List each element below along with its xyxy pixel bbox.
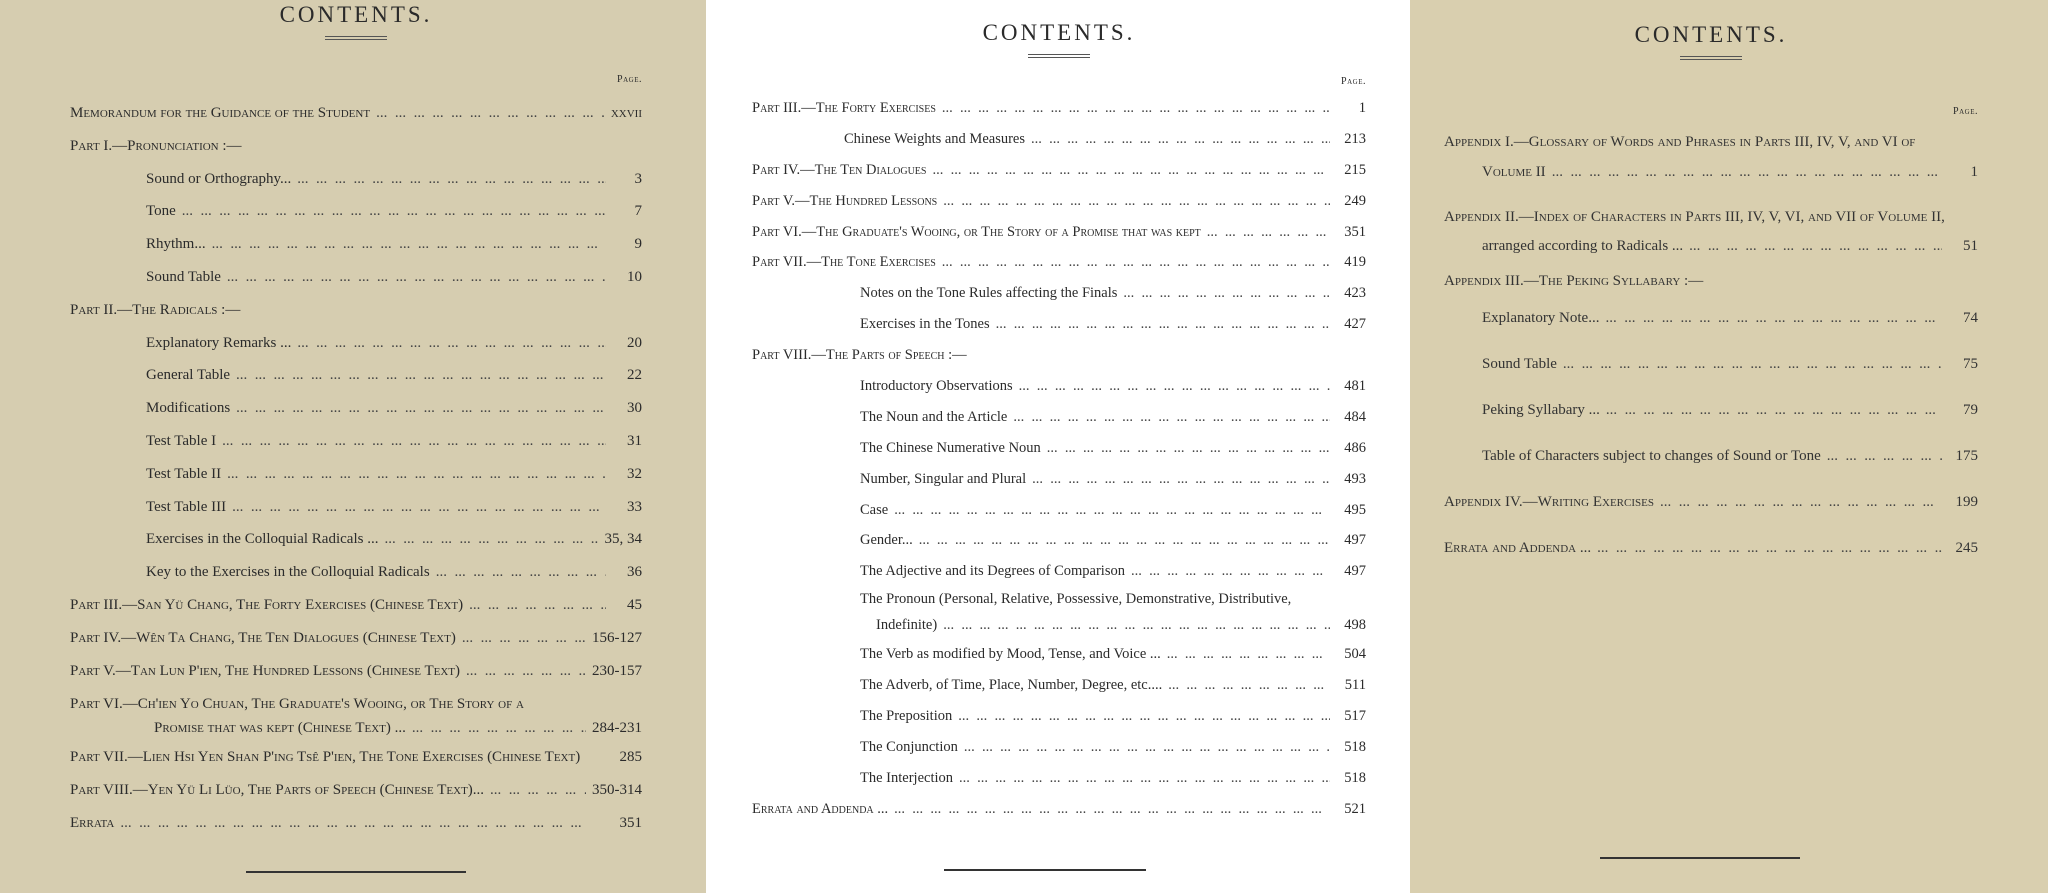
title-rule <box>1028 54 1090 58</box>
toc-entry: Appendix II.—Index of Characters in Parts III, IV, V, VI, and VII of Volume II, <box>1444 209 1945 225</box>
toc-section: Appendix III.—The Peking Syllabary :— <box>1444 273 1704 289</box>
title-rule <box>325 36 387 40</box>
toc-entry: Notes on the Tone Rules affecting the Finals ... 423 <box>752 278 1366 309</box>
toc-entry-continuation: Volume II ... 1 <box>1444 157 1978 187</box>
page-title: CONTENTS. <box>982 20 1136 45</box>
toc-list <box>1444 127 1978 571</box>
toc-entry: Exercises in the Tones ... 427 <box>752 309 1366 340</box>
bottom-rule <box>944 869 1146 871</box>
toc-entry: Part V.—Tan Lun P'ien, The Hundred Lessons (Chinese Text) ... 230-157 <box>70 655 642 688</box>
toc-entry: Explanatory Note... ... 74 <box>1444 295 1978 341</box>
toc-entry: Chinese Weights and Measures ... 213 <box>752 124 1366 155</box>
toc-entry: Gender... ... 497 <box>752 525 1366 556</box>
toc-entry: Tone ... 7 <box>70 195 642 228</box>
page-title: CONTENTS. <box>279 2 433 27</box>
toc-entry: Part VII.—Lien Hsi Yen Shan P'ing Tsê P'ien, The Tone Exercises (Chinese Text) 285 <box>70 749 642 766</box>
toc-section: Part VIII.—The Parts of Speech :— <box>752 347 967 364</box>
toc-entry: Part IV.—The Ten Dialogues ... 215 <box>752 155 1366 186</box>
toc-entry: Case ... 495 <box>752 495 1366 526</box>
toc-entry: Explanatory Remarks ... ... 20 <box>70 327 642 360</box>
toc-entry: The Chinese Numerative Noun ... 486 <box>752 433 1366 464</box>
toc-entry: Errata ... 351 <box>70 807 642 840</box>
toc-entry: The Adjective and its Degrees of Comparison ... 497 <box>752 556 1366 587</box>
toc-entry: Table of Characters subject to changes of Sound or Tone ... 175 <box>1444 433 1978 479</box>
toc-entry-continuation: arranged according to Radicals ... ... 51 <box>1444 231 1978 261</box>
toc-entry: Part III.—San Yü Chang, The Forty Exercises (Chinese Text) ... 45 <box>70 589 642 622</box>
toc-entry: Part VI.—Ch'ien Yo Chuan, The Graduate's Wooing, or The Story of a <box>70 696 524 713</box>
toc-entry: Memorandum for the Guidance of the Student ... xxvii <box>70 97 642 130</box>
toc-entry: Part VII.—The Tone Exercises ... 419 <box>752 247 1366 278</box>
bottom-rule <box>1600 857 1800 859</box>
toc-entry: Rhythm... ... 9 <box>70 228 642 261</box>
toc-section: Part II.—The Radicals :— <box>70 301 241 318</box>
toc-list <box>70 97 642 840</box>
toc-entry: Sound Table ... 10 <box>70 261 642 294</box>
toc-entry: The Pronoun (Personal, Relative, Possessive, Demonstrative, Distributive, <box>860 591 1292 608</box>
toc-entry: The Preposition ... 517 <box>752 701 1366 732</box>
toc-entry: Modifications ... 30 <box>70 392 642 425</box>
toc-list <box>752 93 1366 825</box>
toc-entry: General Table ... 22 <box>70 359 642 392</box>
toc-entry: Part VIII.—Yen Yü Li Lüo, The Parts of Speech (Chinese Text)... ... 350-314 <box>70 774 642 807</box>
toc-entry: The Conjunction ... 518 <box>752 732 1366 763</box>
toc-entry: Test Table III ... 33 <box>70 491 642 524</box>
toc-entry: Sound Table ... 75 <box>1444 341 1978 387</box>
toc-entry: Part IV.—Wên Ta Chang, The Ten Dialogues (Chinese Text) ... 156-127 <box>70 622 642 655</box>
page-column-label: Page. <box>1341 76 1366 87</box>
toc-entry: Errata and Addenda ... ... 521 <box>752 794 1366 825</box>
toc-entry: The Noun and the Article ... 484 <box>752 402 1366 433</box>
toc-entry: Part VI.—The Graduate's Wooing, or The Story of a Promise that was kept ... 351 <box>752 217 1366 248</box>
toc-entry: Sound or Orthography... ... 3 <box>70 163 642 196</box>
toc-entry: Appendix IV.—Writing Exercises ... 199 <box>1444 479 1978 525</box>
toc-entry: Introductory Observations ... 481 <box>752 371 1366 402</box>
title-rule <box>1680 56 1742 60</box>
toc-entry: Test Table II ... 32 <box>70 458 642 491</box>
contents-page-1 <box>0 0 706 893</box>
page-column-label: Page. <box>1953 106 1978 117</box>
contents-page-3 <box>1410 0 2048 893</box>
toc-entry: Key to the Exercises in the Colloquial Radicals ... 36 <box>70 556 642 589</box>
toc-entry-continuation: Indefinite) ... 498 <box>752 611 1366 639</box>
toc-entry: Number, Singular and Plural ... 493 <box>752 464 1366 495</box>
toc-entry: Appendix I.—Glossary of Words and Phrases in Parts III, IV, V, and VI of <box>1444 134 1916 150</box>
bottom-rule <box>246 871 466 873</box>
toc-entry: Part V.—The Hundred Lessons ... 249 <box>752 186 1366 217</box>
toc-entry: The Adverb, of Time, Place, Number, Degree, etc.... ... 511 <box>752 670 1366 701</box>
toc-entry: Test Table I ... 31 <box>70 425 642 458</box>
toc-entry: The Interjection ... 518 <box>752 763 1366 794</box>
contents-page-2 <box>706 0 1410 893</box>
toc-entry: Part III.—The Forty Exercises ... 1 <box>752 93 1366 124</box>
toc-section: Part I.—Pronunciation :— <box>70 137 242 154</box>
toc-entry: Peking Syllabary ... ... 79 <box>1444 387 1978 433</box>
toc-entry-continuation: Promise that was kept (Chinese Text) ... ... 284-231 <box>70 715 642 741</box>
page-column-label: Page. <box>617 74 642 85</box>
toc-entry: The Verb as modified by Mood, Tense, and Voice ... ... 504 <box>752 639 1366 670</box>
toc-entry: Errata and Addenda ... ... 245 <box>1444 525 1978 571</box>
toc-entry: Exercises in the Colloquial Radicals ... ... 35, 34 <box>70 523 642 556</box>
page-title: CONTENTS. <box>1634 22 1788 47</box>
